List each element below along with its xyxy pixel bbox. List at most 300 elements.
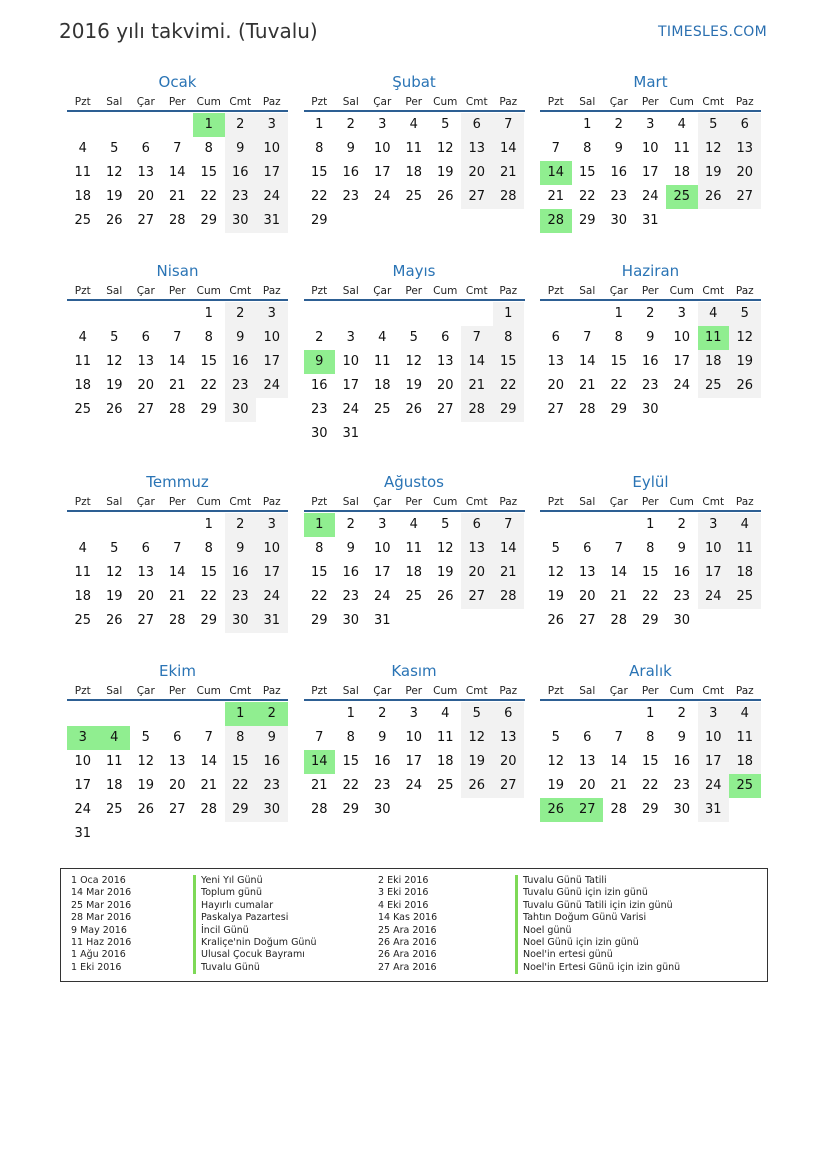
holiday-name: Noel'in ertesi günü: [515, 949, 680, 961]
day-cell: 4: [78, 141, 87, 156]
day-cell: 25: [74, 613, 92, 628]
day-cell: 26: [461, 774, 493, 798]
weekday-label: Çar: [136, 685, 155, 697]
day-cell: 18: [673, 165, 691, 180]
day-empty: [99, 302, 131, 326]
day-cell: 22: [310, 189, 328, 204]
weekday-label: Çar: [609, 496, 628, 508]
day-cell: 5: [441, 117, 450, 132]
month-10: [67, 661, 288, 846]
day-cell: 16: [373, 754, 391, 769]
day-cell: 15: [578, 165, 596, 180]
day-cell: 13: [578, 754, 596, 769]
day-cell: 9: [225, 137, 257, 161]
day-cell: 22: [342, 778, 360, 793]
month-12: [540, 661, 761, 846]
day-empty: [603, 702, 635, 726]
weekday-label: Cum: [196, 685, 221, 697]
day-cell: 29: [578, 213, 596, 228]
day-empty: [430, 302, 462, 326]
month-name: Temmuz: [146, 473, 209, 491]
day-cell: 14: [200, 754, 218, 769]
day-cell: 8: [204, 541, 213, 556]
weekday-label: Cum: [433, 285, 458, 297]
day-cell: 25: [698, 374, 730, 398]
day-empty: [130, 513, 162, 537]
weekday-label: Sal: [342, 685, 359, 697]
day-cell: 13: [461, 137, 493, 161]
holiday-name: Yeni Yıl Günü: [193, 875, 317, 887]
day-cell: 26: [105, 613, 123, 628]
weekday-header: [540, 94, 761, 112]
weekday-label: Cmt: [465, 496, 488, 508]
weekday-label: Çar: [609, 96, 628, 108]
day-cell: 2: [225, 302, 257, 326]
day-cell: 12: [729, 326, 761, 350]
day-cell: 30: [610, 213, 628, 228]
day-cell: 2: [378, 706, 387, 721]
day-cell: 21: [610, 589, 628, 604]
day-cell: 31: [698, 798, 730, 822]
day-cell: 6: [461, 513, 493, 537]
day-cell: 10: [405, 730, 423, 745]
holiday-day: 26: [540, 798, 572, 822]
day-cell: 10: [673, 330, 691, 345]
weekday-label: Per: [405, 96, 423, 108]
holiday-day: 1: [193, 113, 225, 137]
month-name: Ocak: [158, 73, 197, 91]
day-cell: 15: [342, 754, 360, 769]
day-cell: 19: [547, 589, 565, 604]
day-cell: 13: [137, 565, 155, 580]
weekday-label: Paz: [262, 685, 281, 697]
day-cell: 9: [225, 326, 257, 350]
day-cell: 5: [441, 517, 450, 532]
weekday-label: Per: [405, 496, 423, 508]
day-cell: 13: [168, 754, 186, 769]
day-cell: 28: [493, 185, 525, 209]
day-cell: 19: [698, 161, 730, 185]
day-cell: 31: [373, 613, 391, 628]
month-row: [67, 72, 761, 233]
day-cell: 15: [641, 565, 659, 580]
day-cell: 21: [168, 189, 186, 204]
weekday-header: [67, 683, 288, 701]
day-cell: 1: [583, 117, 592, 132]
day-cell: 10: [342, 354, 360, 369]
weekday-label: Cum: [433, 96, 458, 108]
day-cell: 11: [729, 537, 761, 561]
day-cell: 3: [409, 706, 418, 721]
holiday-name: Toplum günü: [193, 887, 317, 899]
month-name: Eylül: [632, 473, 669, 491]
day-cell: 2: [346, 517, 355, 532]
day-cell: 11: [436, 730, 454, 745]
month-name: Ağustos: [384, 473, 444, 491]
day-cell: 9: [346, 541, 355, 556]
day-cell: 4: [729, 513, 761, 537]
weekday-label: Pzt: [547, 285, 564, 297]
day-cell: 21: [547, 189, 565, 204]
day-cell: 12: [547, 565, 565, 580]
month-row: [67, 472, 761, 633]
weekday-label: Pzt: [311, 496, 328, 508]
weekday-label: Paz: [735, 685, 754, 697]
day-cell: 8: [646, 730, 655, 745]
day-cell: 3: [698, 702, 730, 726]
day-cell: 3: [698, 513, 730, 537]
day-cell: 26: [547, 613, 565, 628]
day-cell: 4: [409, 517, 418, 532]
weekday-label: Cmt: [229, 685, 252, 697]
day-cell: 12: [105, 354, 123, 369]
day-empty: [304, 702, 336, 726]
day-cell: 10: [698, 537, 730, 561]
day-cell: 1: [346, 706, 355, 721]
day-cell: 30: [256, 798, 288, 822]
day-cell: 18: [698, 350, 730, 374]
day-cell: 11: [74, 165, 92, 180]
weekday-label: Per: [405, 685, 423, 697]
day-cell: 21: [168, 589, 186, 604]
weekday-label: Çar: [136, 285, 155, 297]
weekday-header: [67, 283, 288, 301]
day-cell: 13: [461, 537, 493, 561]
day-cell: 23: [673, 589, 691, 604]
day-grid: [304, 702, 525, 822]
day-empty: [367, 302, 399, 326]
day-cell: 6: [141, 141, 150, 156]
day-cell: 21: [493, 561, 525, 585]
day-cell: 15: [610, 354, 628, 369]
holiday-date: 25 Ara 2016: [378, 924, 437, 936]
day-cell: 18: [405, 165, 423, 180]
day-cell: 9: [225, 537, 257, 561]
day-cell: 10: [373, 141, 391, 156]
day-cell: 5: [729, 302, 761, 326]
holiday-dates-right: [378, 875, 437, 974]
day-cell: 4: [78, 541, 87, 556]
day-cell: 28: [461, 398, 493, 422]
holiday-date: 28 Mar 2016: [71, 912, 132, 924]
day-cell: 15: [200, 565, 218, 580]
day-cell: 11: [405, 541, 423, 556]
day-cell: 27: [436, 402, 454, 417]
month-name: Mayıs: [392, 262, 436, 280]
day-cell: 23: [225, 185, 257, 209]
holiday-name: Kraliçe'nin Doğum Günü: [193, 937, 317, 949]
day-cell: 3: [256, 513, 288, 537]
weekday-label: Cmt: [465, 96, 488, 108]
weekday-label: Pzt: [311, 685, 328, 697]
holiday-day: 25: [729, 774, 761, 798]
holiday-date: 4 Eki 2016: [378, 899, 429, 911]
day-cell: 20: [461, 161, 493, 185]
day-cell: 24: [673, 378, 691, 393]
day-cell: 20: [578, 778, 596, 793]
day-cell: 12: [436, 541, 454, 556]
day-cell: 21: [610, 778, 628, 793]
weekday-label: Çar: [609, 685, 628, 697]
day-cell: 17: [373, 165, 391, 180]
holiday-list: [60, 868, 768, 982]
day-cell: 8: [614, 330, 623, 345]
day-cell: 30: [641, 402, 659, 417]
month-4: [67, 261, 288, 446]
holiday-day: 9: [304, 350, 336, 374]
month-row: [67, 661, 761, 846]
day-cell: 3: [256, 113, 288, 137]
day-cell: 29: [225, 798, 257, 822]
day-cell: 5: [110, 330, 119, 345]
holiday-dates-left: [71, 875, 131, 974]
day-cell: 4: [78, 330, 87, 345]
day-empty: [572, 513, 604, 537]
day-cell: 27: [137, 402, 155, 417]
weekday-label: Sal: [579, 685, 596, 697]
holiday-name: Tuvalu Günü Tatili için izin günü: [515, 900, 680, 912]
holiday-day: 27: [572, 798, 604, 822]
weekday-label: Çar: [609, 285, 628, 297]
day-cell: 4: [441, 706, 450, 721]
day-cell: 28: [168, 613, 186, 628]
weekday-label: Per: [168, 96, 186, 108]
day-cell: 14: [610, 565, 628, 580]
day-grid: [304, 113, 525, 233]
day-cell: 22: [610, 378, 628, 393]
day-cell: 30: [673, 802, 691, 817]
month-name: Ekim: [159, 662, 196, 680]
day-cell: 16: [225, 561, 257, 585]
day-cell: 1: [493, 302, 525, 326]
day-cell: 17: [256, 350, 288, 374]
weekday-label: Cum: [669, 285, 694, 297]
weekday-label: Paz: [735, 285, 754, 297]
day-cell: 19: [547, 778, 565, 793]
day-grid: [67, 113, 288, 233]
weekday-label: Cmt: [465, 685, 488, 697]
holiday-name: Tahtın Doğum Günü Varisi: [515, 912, 680, 924]
weekday-label: Cmt: [229, 96, 252, 108]
weekday-label: Pzt: [311, 285, 328, 297]
day-cell: 28: [168, 402, 186, 417]
day-empty: [130, 302, 162, 326]
day-cell: 2: [677, 706, 686, 721]
day-cell: 2: [346, 117, 355, 132]
day-cell: 6: [141, 541, 150, 556]
weekday-label: Sal: [579, 96, 596, 108]
day-cell: 29: [310, 613, 328, 628]
day-cell: 12: [105, 565, 123, 580]
day-cell: 19: [436, 565, 454, 580]
holiday-date: 1 Oca 2016: [71, 875, 126, 886]
day-empty: [162, 302, 194, 326]
day-cell: 14: [493, 537, 525, 561]
day-cell: 14: [461, 350, 493, 374]
month-2: [304, 72, 525, 233]
day-cell: 24: [641, 189, 659, 204]
day-cell: 30: [673, 613, 691, 628]
holiday-day: 14: [304, 750, 336, 774]
day-empty: [162, 113, 194, 137]
day-cell: 4: [378, 330, 387, 345]
day-cell: 5: [461, 702, 493, 726]
day-cell: 27: [493, 774, 525, 798]
day-cell: 28: [578, 402, 596, 417]
day-cell: 17: [373, 565, 391, 580]
day-cell: 30: [342, 613, 360, 628]
day-cell: 10: [74, 754, 92, 769]
day-cell: 20: [547, 378, 565, 393]
day-cell: 20: [137, 189, 155, 204]
day-cell: 21: [168, 378, 186, 393]
weekday-label: Cmt: [229, 285, 252, 297]
day-cell: 22: [200, 189, 218, 204]
day-cell: 7: [173, 330, 182, 345]
holiday-name: İncil Günü: [193, 925, 317, 937]
day-cell: 6: [729, 113, 761, 137]
weekday-label: Per: [641, 285, 659, 297]
day-cell: 24: [74, 802, 92, 817]
day-cell: 20: [729, 161, 761, 185]
day-cell: 29: [610, 402, 628, 417]
day-cell: 25: [105, 802, 123, 817]
day-cell: 8: [204, 141, 213, 156]
day-grid: [67, 302, 288, 422]
day-cell: 19: [137, 778, 155, 793]
day-cell: 9: [614, 141, 623, 156]
day-cell: 14: [168, 165, 186, 180]
day-cell: 11: [729, 726, 761, 750]
day-cell: 17: [256, 561, 288, 585]
holiday-names-right: [515, 875, 680, 974]
holiday-name: Paskalya Pazartesi: [193, 912, 317, 924]
day-cell: 31: [256, 609, 288, 633]
day-cell: 15: [200, 354, 218, 369]
weekday-label: Cum: [669, 496, 694, 508]
holiday-date: 14 Kas 2016: [378, 912, 438, 924]
weekday-label: Çar: [373, 496, 392, 508]
day-cell: 23: [641, 378, 659, 393]
day-grid: [304, 513, 525, 633]
day-cell: 25: [74, 213, 92, 228]
day-cell: 29: [310, 213, 328, 228]
weekday-label: Cmt: [465, 285, 488, 297]
weekday-label: Cum: [433, 496, 458, 508]
month-name: Nisan: [156, 262, 199, 280]
day-cell: 30: [373, 802, 391, 817]
day-cell: 1: [646, 706, 655, 721]
day-cell: 23: [256, 774, 288, 798]
day-cell: 9: [677, 730, 686, 745]
day-cell: 18: [105, 778, 123, 793]
day-cell: 6: [583, 541, 592, 556]
day-cell: 7: [173, 141, 182, 156]
holiday-name: Ulusal Çocuk Bayramı: [193, 949, 317, 961]
day-cell: 27: [729, 185, 761, 209]
day-cell: 19: [105, 189, 123, 204]
weekday-label: Sal: [579, 285, 596, 297]
day-cell: 12: [105, 165, 123, 180]
day-cell: 31: [74, 826, 92, 841]
day-cell: 22: [641, 778, 659, 793]
day-cell: 19: [105, 378, 123, 393]
month-9: [540, 472, 761, 633]
holiday-name: Noel günü: [515, 925, 680, 937]
day-cell: 6: [441, 330, 450, 345]
day-empty: [572, 702, 604, 726]
day-cell: 8: [315, 141, 324, 156]
weekday-header: [304, 494, 525, 512]
day-cell: 8: [315, 541, 324, 556]
day-cell: 16: [610, 165, 628, 180]
day-cell: 5: [551, 730, 560, 745]
holiday-day: 3: [67, 726, 99, 750]
day-cell: 8: [646, 541, 655, 556]
day-cell: 3: [256, 302, 288, 326]
day-cell: 7: [204, 730, 213, 745]
day-cell: 6: [493, 702, 525, 726]
day-cell: 9: [346, 141, 355, 156]
holiday-date: 26 Ara 2016: [378, 949, 437, 961]
day-cell: 28: [310, 802, 328, 817]
day-cell: 3: [378, 117, 387, 132]
weekday-label: Pzt: [74, 96, 91, 108]
day-cell: 16: [342, 165, 360, 180]
day-cell: 12: [405, 354, 423, 369]
day-cell: 10: [698, 726, 730, 750]
brand-logo-link[interactable]: TIMESLES.COM: [658, 24, 767, 40]
day-cell: 24: [698, 774, 730, 798]
holiday-name: Noel Günü için izin günü: [515, 937, 680, 949]
day-cell: 26: [105, 213, 123, 228]
day-cell: 2: [646, 306, 655, 321]
weekday-label: Sal: [342, 496, 359, 508]
day-cell: 22: [641, 589, 659, 604]
day-cell: 24: [373, 189, 391, 204]
day-cell: 23: [225, 374, 257, 398]
day-cell: 23: [310, 402, 328, 417]
holiday-date: 2 Eki 2016: [378, 875, 429, 886]
day-cell: 29: [641, 613, 659, 628]
day-cell: 13: [493, 726, 525, 750]
month-name: Aralık: [629, 662, 672, 680]
month-3: [540, 72, 761, 233]
day-cell: 8: [204, 330, 213, 345]
day-cell: 17: [698, 750, 730, 774]
weekday-header: [304, 683, 525, 701]
weekday-label: Cmt: [229, 496, 252, 508]
weekday-label: Cum: [196, 285, 221, 297]
month-8: [304, 472, 525, 633]
weekday-label: Çar: [136, 496, 155, 508]
month-name: Kasım: [391, 662, 437, 680]
day-cell: 28: [200, 802, 218, 817]
day-cell: 13: [436, 354, 454, 369]
day-grid: [540, 702, 761, 822]
day-empty: [99, 702, 131, 726]
day-cell: 7: [614, 730, 623, 745]
day-cell: 21: [493, 161, 525, 185]
day-cell: 9: [256, 726, 288, 750]
weekday-header: [540, 283, 761, 301]
day-cell: 29: [200, 613, 218, 628]
day-cell: 24: [405, 778, 423, 793]
holiday-date: 14 Mar 2016: [71, 887, 132, 899]
day-cell: 16: [641, 354, 659, 369]
day-cell: 18: [729, 561, 761, 585]
day-cell: 2: [614, 117, 623, 132]
